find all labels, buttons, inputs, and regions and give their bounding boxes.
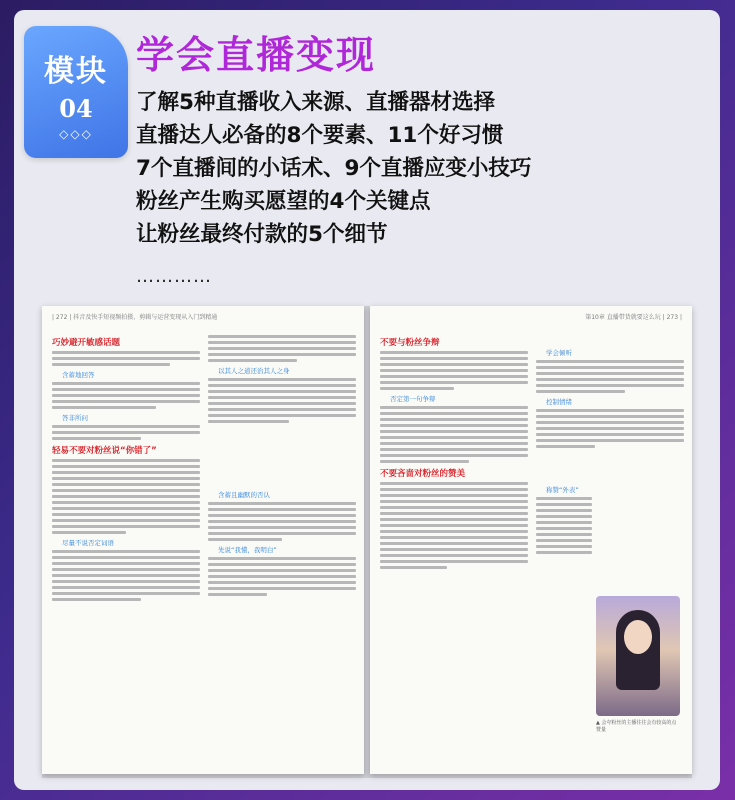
right-page-col-1	[380, 332, 528, 572]
subheading: 学会倾听	[546, 349, 572, 357]
right-page-header: 第10章 直播带货就要这么玩 | 273 |	[585, 314, 682, 321]
subheading: 尽量不说否定词语	[62, 539, 114, 547]
streamer-photo	[596, 596, 680, 716]
module-number: 04	[59, 94, 93, 123]
bullet-list	[136, 86, 531, 251]
right-page	[370, 306, 692, 774]
module-card	[14, 10, 720, 790]
bullet-item: 让粉丝最终付款的5个细节	[136, 222, 388, 247]
right-page-col-2	[536, 332, 684, 557]
section-heading: 不要吝啬对粉丝的赞美	[380, 469, 466, 479]
subheading: 控制情绪	[546, 398, 572, 406]
ellipsis: …………	[136, 266, 212, 287]
module-label: 模块	[44, 54, 108, 89]
left-page-col-2	[208, 332, 356, 599]
diamond-dots-icon: ◇◇◇	[59, 127, 93, 141]
subheading: 答非所问	[62, 414, 88, 422]
section-heading: 不要与粉丝争辩	[380, 338, 440, 348]
subheading: 否定第一句争辩	[390, 395, 436, 403]
subheading: 含蓄地回答	[62, 371, 95, 379]
section-heading: 轻易不要对粉丝说“你错了”	[52, 446, 157, 456]
module-badge	[24, 26, 128, 158]
section-heading: 巧妙避开敏感话题	[52, 338, 121, 348]
bullet-item: 了解5种直播收入来源、直播器材选择	[136, 90, 495, 115]
left-page-header: | 272 | 抖音及快手短视频拍摄、剪辑与运营变现从入门到精通	[52, 314, 218, 321]
subheading: 含蓄且幽默的否认	[218, 491, 270, 499]
subheading: 称赞“外表”	[546, 486, 579, 494]
subheading: 以其人之道还治其人之身	[218, 367, 290, 375]
photo-caption: ▲ 会夸粉丝的主播往往会有较高的点赞量	[596, 720, 677, 733]
left-page-col-1	[52, 332, 200, 604]
bullet-item: 7个直播间的小话术、9个直播应变小技巧	[136, 156, 532, 181]
bullet-item: 直播达人必备的8个要素、11个好习惯	[136, 123, 504, 148]
page-title: 学会直播变现	[136, 33, 377, 77]
left-page	[42, 306, 364, 774]
subheading: 先说“我懂，我明白”	[218, 546, 277, 554]
book-spread	[42, 306, 692, 778]
bullet-item: 粉丝产生购买愿望的4个关键点	[136, 189, 431, 214]
